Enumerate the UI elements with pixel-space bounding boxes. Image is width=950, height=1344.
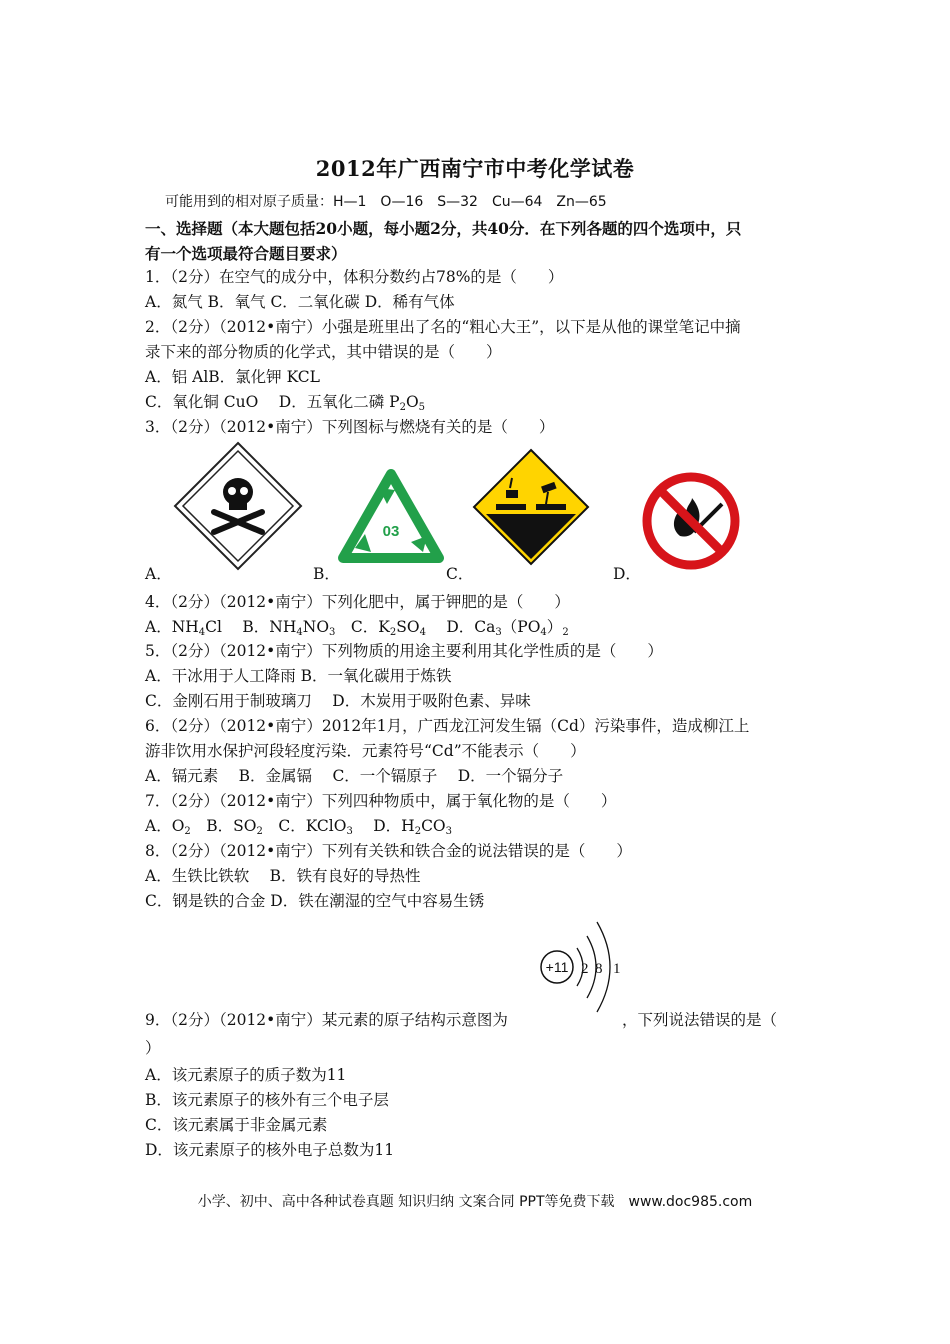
atom-structure-diagram: [535, 908, 635, 1020]
no-fire-sign-icon: [640, 470, 742, 572]
q9-stem: 9．（2分）（2012•南宁）某元素的原子结构示意图为: [145, 1011, 508, 1029]
q7-options: A．$O_2$ B．$SO_2$ C．KClO$_3$ D．$H_2CO_3$: [145, 817, 453, 837]
q1-stem: 1．（2分）在空气的成分中，体积分数约占78%的是（ ）: [145, 268, 564, 286]
q5-options-cd: C．金刚石用于制玻璃刀 D．木炭用于吸附色素、异味: [145, 692, 531, 710]
q7-stem: 7．（2分）（2012•南宁）下列四种物质中，属于氧化物的是（ ）: [145, 792, 617, 810]
shell-electrons-2: 8: [595, 961, 603, 977]
q8-stem: 8．（2分）（2012•南宁）下列有关铁和铁合金的说法错误的是（ ）: [145, 842, 632, 860]
q8-options-ab: A．生铁比铁软 B．铁有良好的导热性: [145, 867, 421, 885]
section-heading-cont: 有一个选项最符合题目要求）: [145, 244, 347, 263]
q3-label-d: D．: [613, 565, 641, 583]
q6-options: A．镉元素 B．金属镉 C．一个镉原子 D．一个镉分子: [145, 767, 564, 785]
q5-options-ab: A．干冰用于人工降雨 B．一氧化碳用于炼铁: [145, 667, 452, 685]
shell-electrons-3: 1: [613, 961, 621, 977]
q9-option-b: B．该元素原子的核外有三个电子层: [145, 1091, 389, 1109]
q8-options-cd: C．钢是铁的合金 D．铁在潮湿的空气中容易生锈: [145, 892, 485, 910]
q9-option-d: D．该元素原子的核外电子总数为11: [145, 1141, 395, 1159]
q3-label-a: A．: [145, 565, 172, 583]
corrosive-sign-icon: [472, 448, 590, 566]
q2-stem-cont: 录下来的部分物质的化学式，其中错误的是（ ）: [145, 343, 502, 361]
q4-options: A．$NH_4Cl$ B．$NH_4NO_3$ C．$K_2SO_4$ D．$Ca_3(PO_4)_2$: [145, 618, 569, 638]
q6-stem-cont: 游非饮用水保护河段轻度污染．元素符号“Cd”不能表示（ ）: [145, 742, 586, 760]
q9-option-a: A．该元素原子的质子数为11: [145, 1066, 347, 1084]
q6-stem: 6．（2分）（2012•南宁）2012年1月，广西龙江河发生镉（Cd）污染事件，造成柳江上: [145, 717, 750, 735]
q3-label-c: C．: [446, 565, 474, 583]
q9-stem-tail: ，下列说法错误的是（: [622, 1011, 778, 1029]
atomic-mass-note: 可能用到的相对原子质量：H—1 O—16 S—32 Cu—64 Zn—65: [165, 194, 607, 210]
q1-options: A．氮气 B．氧气 C．二氧化碳 D．稀有气体: [145, 293, 455, 311]
nucleus-charge: +11: [545, 959, 569, 975]
q2-options-ab: A．铝 AlB．氯化钾 KCL: [145, 368, 320, 386]
section-heading: 一、选择题（本大题包括20小题，每小题2分，共40分．在下列各题的四个选项中，只: [145, 219, 742, 238]
q9-stem-close: ）: [145, 1039, 161, 1057]
page-footer: 小学、初中、高中各种试卷真题 知识归纳 文案合同 PPT等免费下载 www.doc985.com: [197, 1194, 753, 1210]
q2-stem: 2．（2分）（2012•南宁）小强是班里出了名的“粗心大王”，以下是从他的课堂笔记中摘: [145, 318, 741, 336]
q2-options-cd: C．氧化铜 CuO D．五氧化二磷 $P_2O_5$: [145, 393, 426, 413]
q4-stem: 4．（2分）（2012•南宁）下列化肥中，属于钾肥的是（ ）: [145, 593, 570, 611]
recycle-sign-icon: [335, 468, 447, 568]
q9-option-c: C．该元素属于非金属元素: [145, 1116, 328, 1134]
recycle-number: 03: [382, 523, 400, 540]
shell-electrons-1: 2: [581, 961, 589, 977]
toxic-sign-icon: [172, 440, 304, 572]
q5-stem: 5．（2分）（2012•南宁）下列物质的用途主要利用其化学性质的是（ ）: [145, 642, 663, 660]
page-title: 2012年广西南宁市中考化学试卷: [315, 156, 635, 181]
q3-label-b: B．: [313, 565, 340, 583]
q3-stem: 3．（2分）（2012•南宁）下列图标与燃烧有关的是（ ）: [145, 418, 555, 436]
